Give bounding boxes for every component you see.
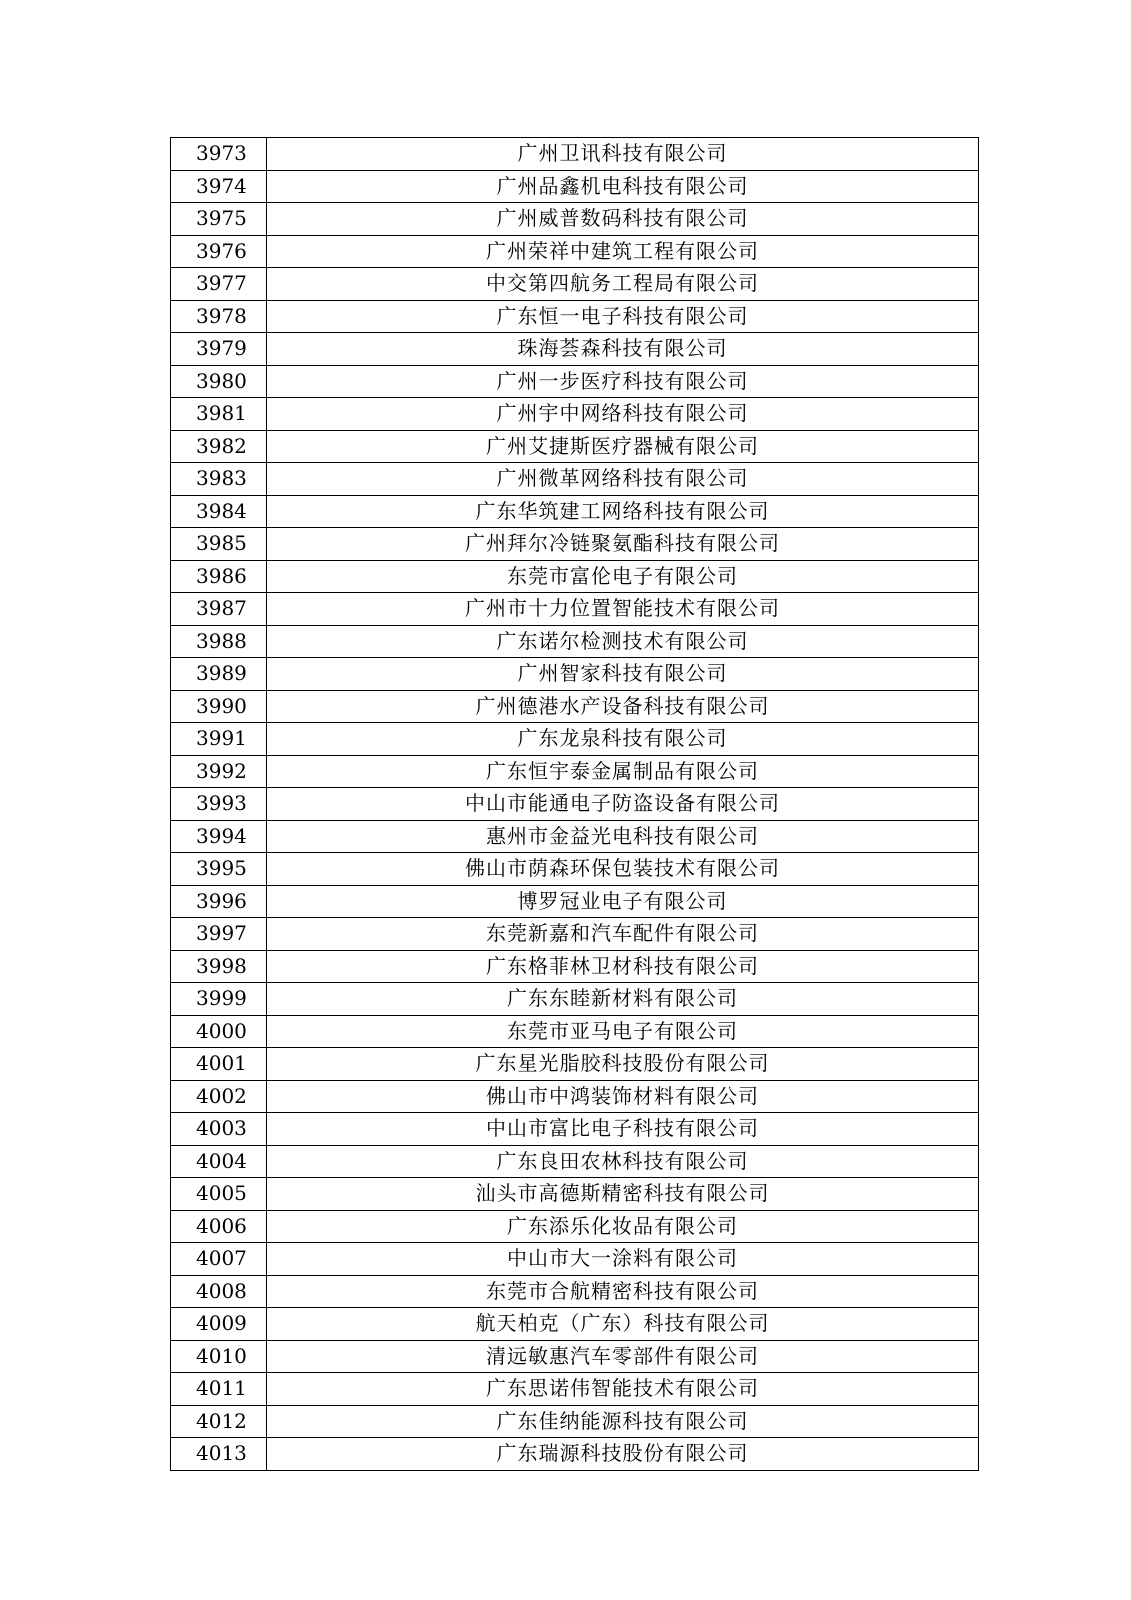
row-number: 3985 [171, 528, 267, 561]
company-name: 广州宇中网络科技有限公司 [267, 398, 979, 431]
row-number: 4001 [171, 1048, 267, 1081]
table-row [171, 333, 979, 366]
company-name: 广州艾捷斯医疗器械有限公司 [267, 430, 979, 463]
row-number: 4009 [171, 1308, 267, 1341]
company-name: 广州智家科技有限公司 [267, 658, 979, 691]
row-number: 4005 [171, 1178, 267, 1211]
table-row [171, 268, 979, 301]
row-number: 3979 [171, 333, 267, 366]
table-row [171, 1438, 979, 1471]
table-row [171, 170, 979, 203]
table-row [171, 658, 979, 691]
company-name: 广东瑞源科技股份有限公司 [267, 1438, 979, 1471]
table-row [171, 398, 979, 431]
table-row [171, 1145, 979, 1178]
company-name: 佛山市中鸿装饰材料有限公司 [267, 1080, 979, 1113]
company-name: 广州市十力位置智能技术有限公司 [267, 593, 979, 626]
table-row [171, 1048, 979, 1081]
row-number: 4012 [171, 1405, 267, 1438]
row-number: 4013 [171, 1438, 267, 1471]
table-row [171, 528, 979, 561]
row-number: 3983 [171, 463, 267, 496]
company-name: 中山市大一涂料有限公司 [267, 1243, 979, 1276]
table-row [171, 1113, 979, 1146]
table-row [171, 1373, 979, 1406]
table-row [171, 593, 979, 626]
company-name: 广东恒宇泰金属制品有限公司 [267, 755, 979, 788]
row-number: 3974 [171, 170, 267, 203]
row-number: 3999 [171, 983, 267, 1016]
row-number: 3995 [171, 853, 267, 886]
company-table-body [171, 138, 979, 1471]
company-name: 广东思诺伟智能技术有限公司 [267, 1373, 979, 1406]
table-row [171, 1080, 979, 1113]
table-row [171, 1340, 979, 1373]
table-row [171, 885, 979, 918]
company-name: 广东添乐化妆品有限公司 [267, 1210, 979, 1243]
company-name: 广东星光脂胶科技股份有限公司 [267, 1048, 979, 1081]
row-number: 3981 [171, 398, 267, 431]
company-name: 东莞市亚马电子有限公司 [267, 1015, 979, 1048]
table-row [171, 1308, 979, 1341]
row-number: 4010 [171, 1340, 267, 1373]
row-number: 3989 [171, 658, 267, 691]
row-number: 3986 [171, 560, 267, 593]
table-row [171, 625, 979, 658]
row-number: 3984 [171, 495, 267, 528]
company-name: 中山市能通电子防盗设备有限公司 [267, 788, 979, 821]
company-table [170, 137, 979, 1471]
table-row [171, 690, 979, 723]
company-name: 广州荣祥中建筑工程有限公司 [267, 235, 979, 268]
table-row [171, 138, 979, 171]
row-number: 4007 [171, 1243, 267, 1276]
row-number: 3990 [171, 690, 267, 723]
company-name: 中山市富比电子科技有限公司 [267, 1113, 979, 1146]
company-name: 广州拜尔冷链聚氨酯科技有限公司 [267, 528, 979, 561]
company-name: 惠州市金益光电科技有限公司 [267, 820, 979, 853]
row-number: 4008 [171, 1275, 267, 1308]
table-row [171, 300, 979, 333]
table-row [171, 463, 979, 496]
row-number: 3991 [171, 723, 267, 756]
table-row [171, 235, 979, 268]
row-number: 4011 [171, 1373, 267, 1406]
company-name: 东莞新嘉和汽车配件有限公司 [267, 918, 979, 951]
table-row [171, 1275, 979, 1308]
table-row [171, 788, 979, 821]
row-number: 3992 [171, 755, 267, 788]
company-name: 东莞市富伦电子有限公司 [267, 560, 979, 593]
table-row [171, 430, 979, 463]
row-number: 3977 [171, 268, 267, 301]
company-name: 佛山市荫森环保包装技术有限公司 [267, 853, 979, 886]
table-row [171, 983, 979, 1016]
company-name: 广东华筑建工网络科技有限公司 [267, 495, 979, 528]
row-number: 4004 [171, 1145, 267, 1178]
table-row [171, 1178, 979, 1211]
company-name: 广东良田农林科技有限公司 [267, 1145, 979, 1178]
company-name: 广东格菲林卫材科技有限公司 [267, 950, 979, 983]
row-number: 3975 [171, 203, 267, 236]
row-number: 3976 [171, 235, 267, 268]
row-number: 3973 [171, 138, 267, 171]
company-name: 广州一步医疗科技有限公司 [267, 365, 979, 398]
company-name: 珠海荟森科技有限公司 [267, 333, 979, 366]
company-name: 广州品鑫机电科技有限公司 [267, 170, 979, 203]
row-number: 3993 [171, 788, 267, 821]
table-row [171, 1015, 979, 1048]
table-row [171, 918, 979, 951]
table-row [171, 755, 979, 788]
company-name: 广东恒一电子科技有限公司 [267, 300, 979, 333]
company-name: 广州微革网络科技有限公司 [267, 463, 979, 496]
table-row [171, 1210, 979, 1243]
company-name: 广东东睦新材料有限公司 [267, 983, 979, 1016]
table-row [171, 853, 979, 886]
table-row [171, 950, 979, 983]
company-name: 广东诺尔检测技术有限公司 [267, 625, 979, 658]
row-number: 3978 [171, 300, 267, 333]
company-name: 广东龙泉科技有限公司 [267, 723, 979, 756]
row-number: 3980 [171, 365, 267, 398]
company-name: 中交第四航务工程局有限公司 [267, 268, 979, 301]
company-name: 航天柏克（广东）科技有限公司 [267, 1308, 979, 1341]
table-row [171, 365, 979, 398]
company-name: 清远敏惠汽车零部件有限公司 [267, 1340, 979, 1373]
company-name: 广东佳纳能源科技有限公司 [267, 1405, 979, 1438]
row-number: 3982 [171, 430, 267, 463]
company-name: 博罗冠业电子有限公司 [267, 885, 979, 918]
table-row [171, 820, 979, 853]
company-name: 东莞市合航精密科技有限公司 [267, 1275, 979, 1308]
table-row [171, 1243, 979, 1276]
company-name: 广州威普数码科技有限公司 [267, 203, 979, 236]
row-number: 4002 [171, 1080, 267, 1113]
company-name: 广州德港水产设备科技有限公司 [267, 690, 979, 723]
table-row [171, 560, 979, 593]
row-number: 3988 [171, 625, 267, 658]
company-name: 汕头市高德斯精密科技有限公司 [267, 1178, 979, 1211]
row-number: 3998 [171, 950, 267, 983]
row-number: 4000 [171, 1015, 267, 1048]
row-number: 3994 [171, 820, 267, 853]
table-row [171, 203, 979, 236]
row-number: 3987 [171, 593, 267, 626]
row-number: 4006 [171, 1210, 267, 1243]
table-row [171, 723, 979, 756]
table-row [171, 495, 979, 528]
row-number: 4003 [171, 1113, 267, 1146]
row-number: 3996 [171, 885, 267, 918]
table-row [171, 1405, 979, 1438]
row-number: 3997 [171, 918, 267, 951]
company-name: 广州卫讯科技有限公司 [267, 138, 979, 171]
